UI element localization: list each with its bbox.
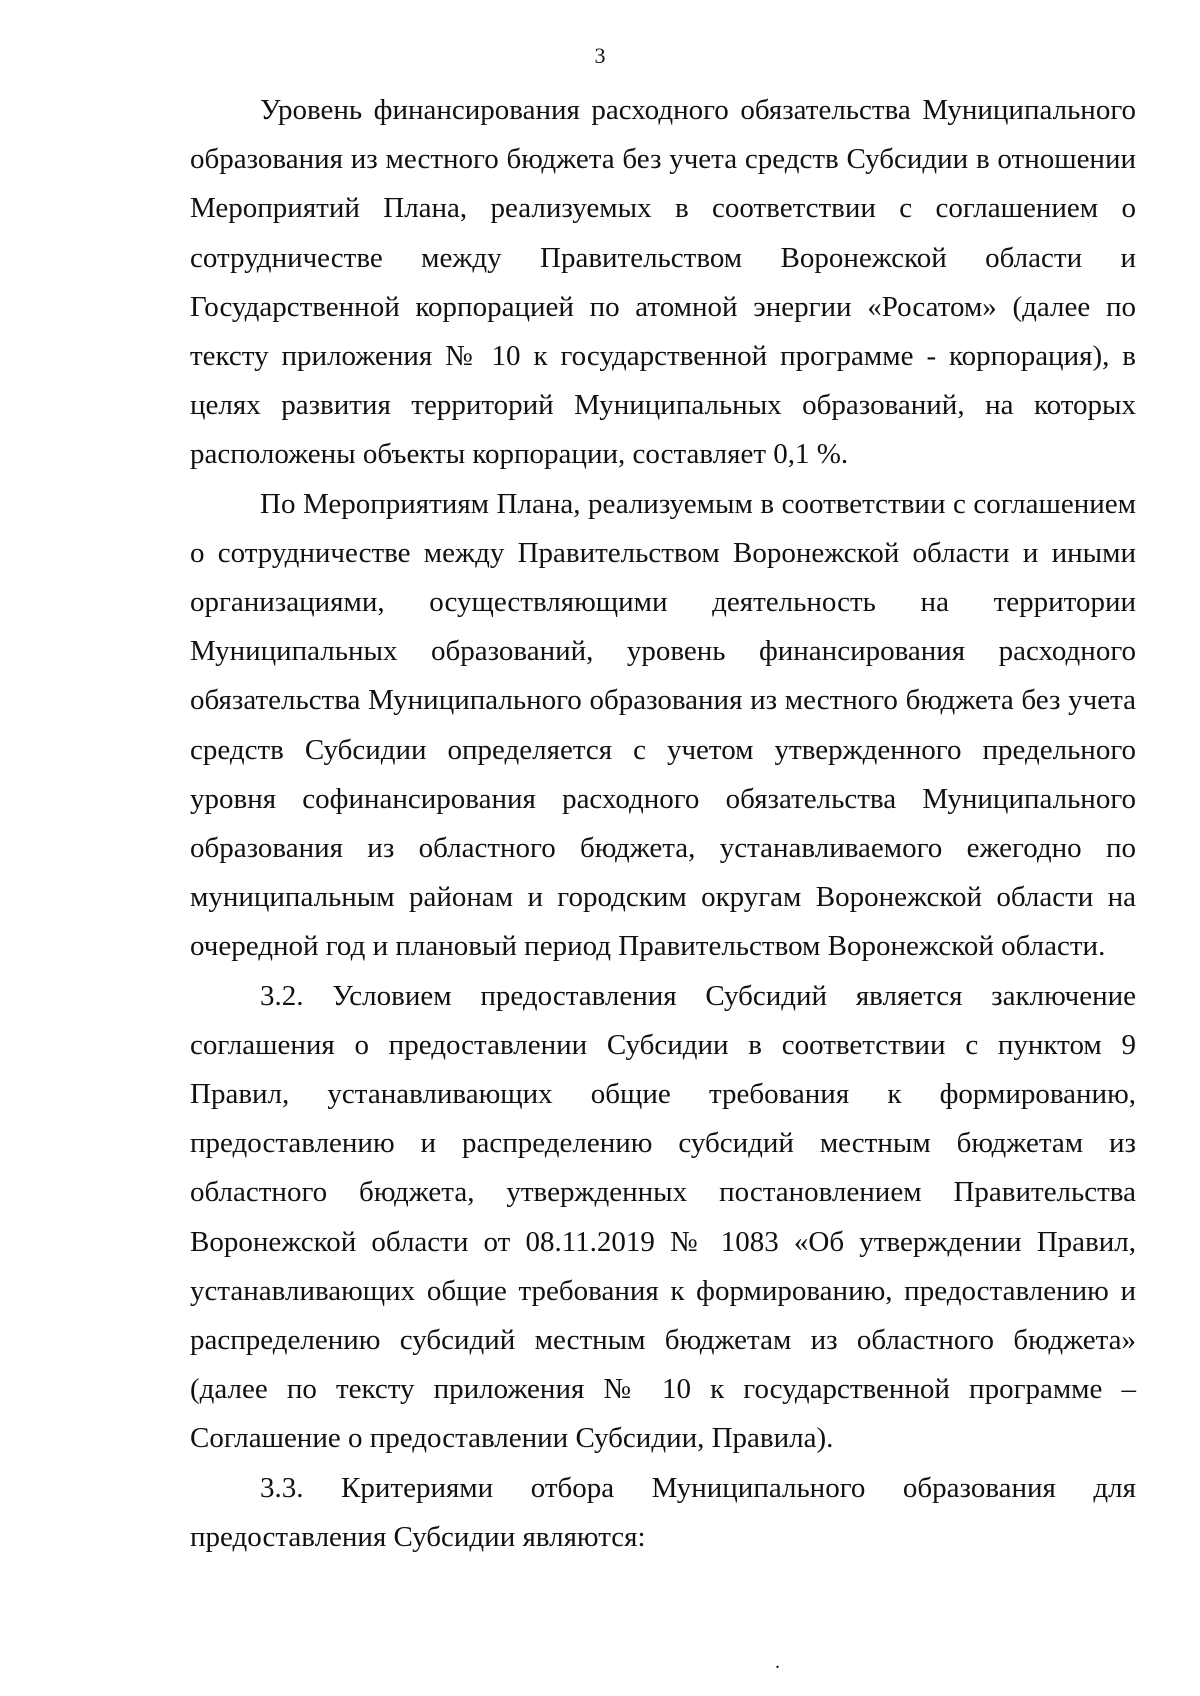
- paragraph-financing-level-rosatom: Уровень финансирования расходного обязательства Муниципального образования из местного бюджета без учета средств Субсидии в отношении Мероприятий Плана, реализуемых в соответствии с соглашением о сотрудничестве между Правительством Воронежской области и Государственной корпорацией по атомной энергии «Росатом» (далее по тексту приложения № 10 к государственной программе - корпорация), в целях развития территорий Муниципальных образований, на которых расположены объекты корпорации, составляет 0,1 %.: [190, 94, 1136, 471]
- page-number: 3: [594, 43, 606, 68]
- paragraph-section-3-2: 3.2. Условием предоставления Субсидий является заключение соглашения о предоставлении Субсидии в соответствии с пунктом 9 Правил, устанавливающих общие требования к формированию, предоставлению и распределению субсидий местным бюджетам из областного бюджета, утвержденных постановлением Правительства Воронежской области от 08.11.2019 № 1083 «Об утверждении Правил, устанавливающих общие требования к формированию, предоставлению и распределению субсидий местным бюджетам из областного бюджета» (далее по тексту приложения № 10 к государственной программе – Соглашение о предоставлении Субсидии, Правила).: [190, 979, 1136, 1455]
- paragraph-financing-level-other-organizations: По Мероприятиям Плана, реализуемым в соответствии с соглашением о сотрудничестве между Правительством Воронежской области и иными организациями, осуществляющими деятельность на территории Муниципальных образований, уровень финансирования расходного обязательства Муниципального образования из местного бюджета без учета средств Субсидии определяется с учетом утвержденного предельного уровня софинансирования расходного обязательства Муниципального образования из областного бюджета, устанавливаемого ежегодно по муниципальным районам и городским округам Воронежской области на очередной год и плановый период Правительством Воронежской области.: [190, 487, 1136, 963]
- footer-mark: .: [775, 1651, 780, 1673]
- paragraph-section-3-3: 3.3. Критериями отбора Муниципального образования для предоставления Субсидии являются:: [190, 1471, 1136, 1553]
- document-body: [190, 86, 1136, 1562]
